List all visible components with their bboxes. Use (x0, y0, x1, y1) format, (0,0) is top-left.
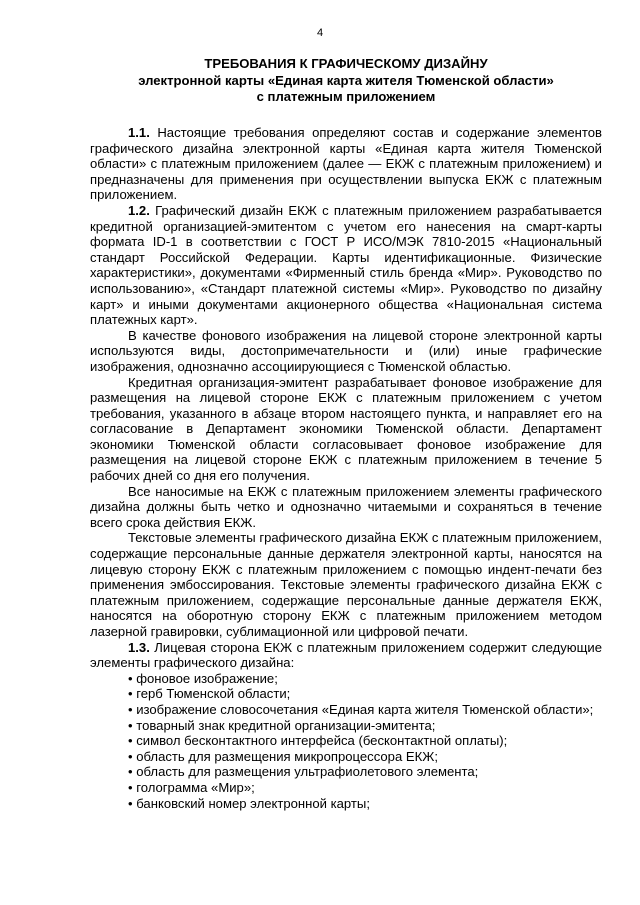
bullet-icon: • (128, 717, 133, 733)
paragraph-text: Все наносимые на ЕКЖ с платежным приложением элементы графического дизайна должны быть четко и однозначно читаемыми и сохраняться в течение всего срока действия ЕКЖ. (90, 483, 602, 530)
paragraph-text-elements (90, 530, 602, 639)
clause-number: 1.3. (128, 639, 150, 655)
list-item (90, 764, 602, 780)
paragraph-text: Графический дизайн ЕКЖ с платежным приложением разрабатывается кредитной организацией-эмитентом с учетом его нанесения на смарт-карты формата ID-1 в соответствии с ГОСТ Р ИСО/МЭК 7810-2015 «Национальный стандарт Российской Федерации. Карты идентификационные. Физические характеристики», документами «Фирменный стиль бренда «Мир». Руководство по использованию», «Стандарт платежной системы «Мир». Руководство по дизайну карт» и иными документами акционерного общества «Национальная система платежных карт». (90, 202, 602, 328)
list-item-text: область для размещения ультрафиолетового элемента; (136, 764, 479, 780)
paragraph-text: В качестве фонового изображения на лицевой стороне электронной карты используются виды, достопримечательности и (или) иные графические изображения, однозначно ассоциирующиеся с Тюменской областью. (90, 327, 602, 374)
bullet-icon: • (128, 795, 133, 811)
bullet-icon: • (128, 686, 133, 702)
clause-number: 1.2. (128, 202, 150, 218)
page-number: 4 (316, 27, 324, 39)
bullet-icon: • (128, 764, 133, 780)
title-line-2: электронной карты «Единая карта жителя Тюменской области» (138, 72, 554, 88)
list-item-text: товарный знак кредитной организации-эмитента; (136, 717, 436, 733)
list-item (90, 780, 602, 796)
list-item-text: фоновое изображение; (136, 670, 278, 686)
design-elements-list (90, 671, 602, 811)
list-item (90, 718, 602, 734)
bullet-icon: • (128, 670, 133, 686)
paragraph-issuer-approval (90, 375, 602, 484)
title-line-3: с платежным приложением (256, 89, 436, 104)
list-item-text: герб Тюменской области; (136, 686, 291, 702)
list-item-text: банковский номер электронной карты; (136, 795, 370, 811)
list-item (90, 733, 602, 749)
bullet-icon: • (128, 779, 133, 795)
paragraph-text: Лицевая сторона ЕКЖ с платежным приложением содержит следующие элементы графического дизайна: (90, 639, 602, 671)
paragraph-1-2 (90, 203, 602, 328)
bullet-icon: • (128, 733, 133, 749)
document-body (90, 125, 602, 811)
paragraph-background-image (90, 328, 602, 375)
paragraph-text: Текстовые элементы графического дизайна ЕКЖ с платежным приложением, содержащие персональные данные держателя электронной карты, наносятся на лицевую сторону ЕКЖ с платежным приложением с помощью индент-печати без применения эмбоссирования. Текстовые элементы графического дизайна ЕКЖ с платежным приложением, содержащие персональные данные держателя ЕКЖ, наносятся на оборотную сторону ЕКЖ с платежным приложением методом лазерной гравировки, сублимационной или цифровой печати. (90, 530, 602, 639)
list-item-text: область для размещения микропроцессора ЕКЖ; (136, 748, 438, 764)
list-item (90, 749, 602, 765)
clause-number: 1.1. (128, 125, 150, 140)
list-item (90, 671, 602, 687)
paragraph-1-3 (90, 640, 602, 671)
paragraph-text: Кредитная организация-эмитент разрабатывает фоновое изображение для размещения на лицевой стороне ЕКЖ с платежным приложением с учетом требования, указанного в абзаце втором настоящего пункта, и направляет его на согласование в Департамент экономики Тюменской области. Департамент экономики Тюменской области согласовывает фоновое изображение для размещения на лицевой стороне ЕКЖ с платежным приложением в течение 5 рабочих дней со дня его получения. (90, 374, 602, 484)
title-line-1: ТРЕБОВАНИЯ К ГРАФИЧЕСКОМУ ДИЗАЙНУ (204, 56, 488, 71)
paragraph-text: Настоящие требования определяют состав и содержание элементов графического дизайна электронной карты «Единая карта жителя Тюменской области» с платежным приложением (далее — ЕКЖ с платежным приложением) и предназначены для применения при осуществлении выпуска ЕКЖ с платежным приложением. (90, 125, 602, 203)
bullet-icon: • (128, 701, 133, 717)
list-item (90, 796, 602, 812)
bullet-icon: • (128, 748, 133, 764)
list-item-text: изображение словосочетания «Единая карта жителя Тюменской области»; (136, 701, 594, 717)
list-item (90, 686, 602, 702)
paragraph-1-1 (90, 125, 602, 203)
list-item (90, 702, 602, 718)
paragraph-readability (90, 484, 602, 531)
list-item-text: символ бесконтактного интерфейса (бесконтактной оплаты); (136, 733, 508, 749)
document-title (90, 56, 602, 106)
list-item-text: голограмма «Мир»; (136, 779, 255, 795)
